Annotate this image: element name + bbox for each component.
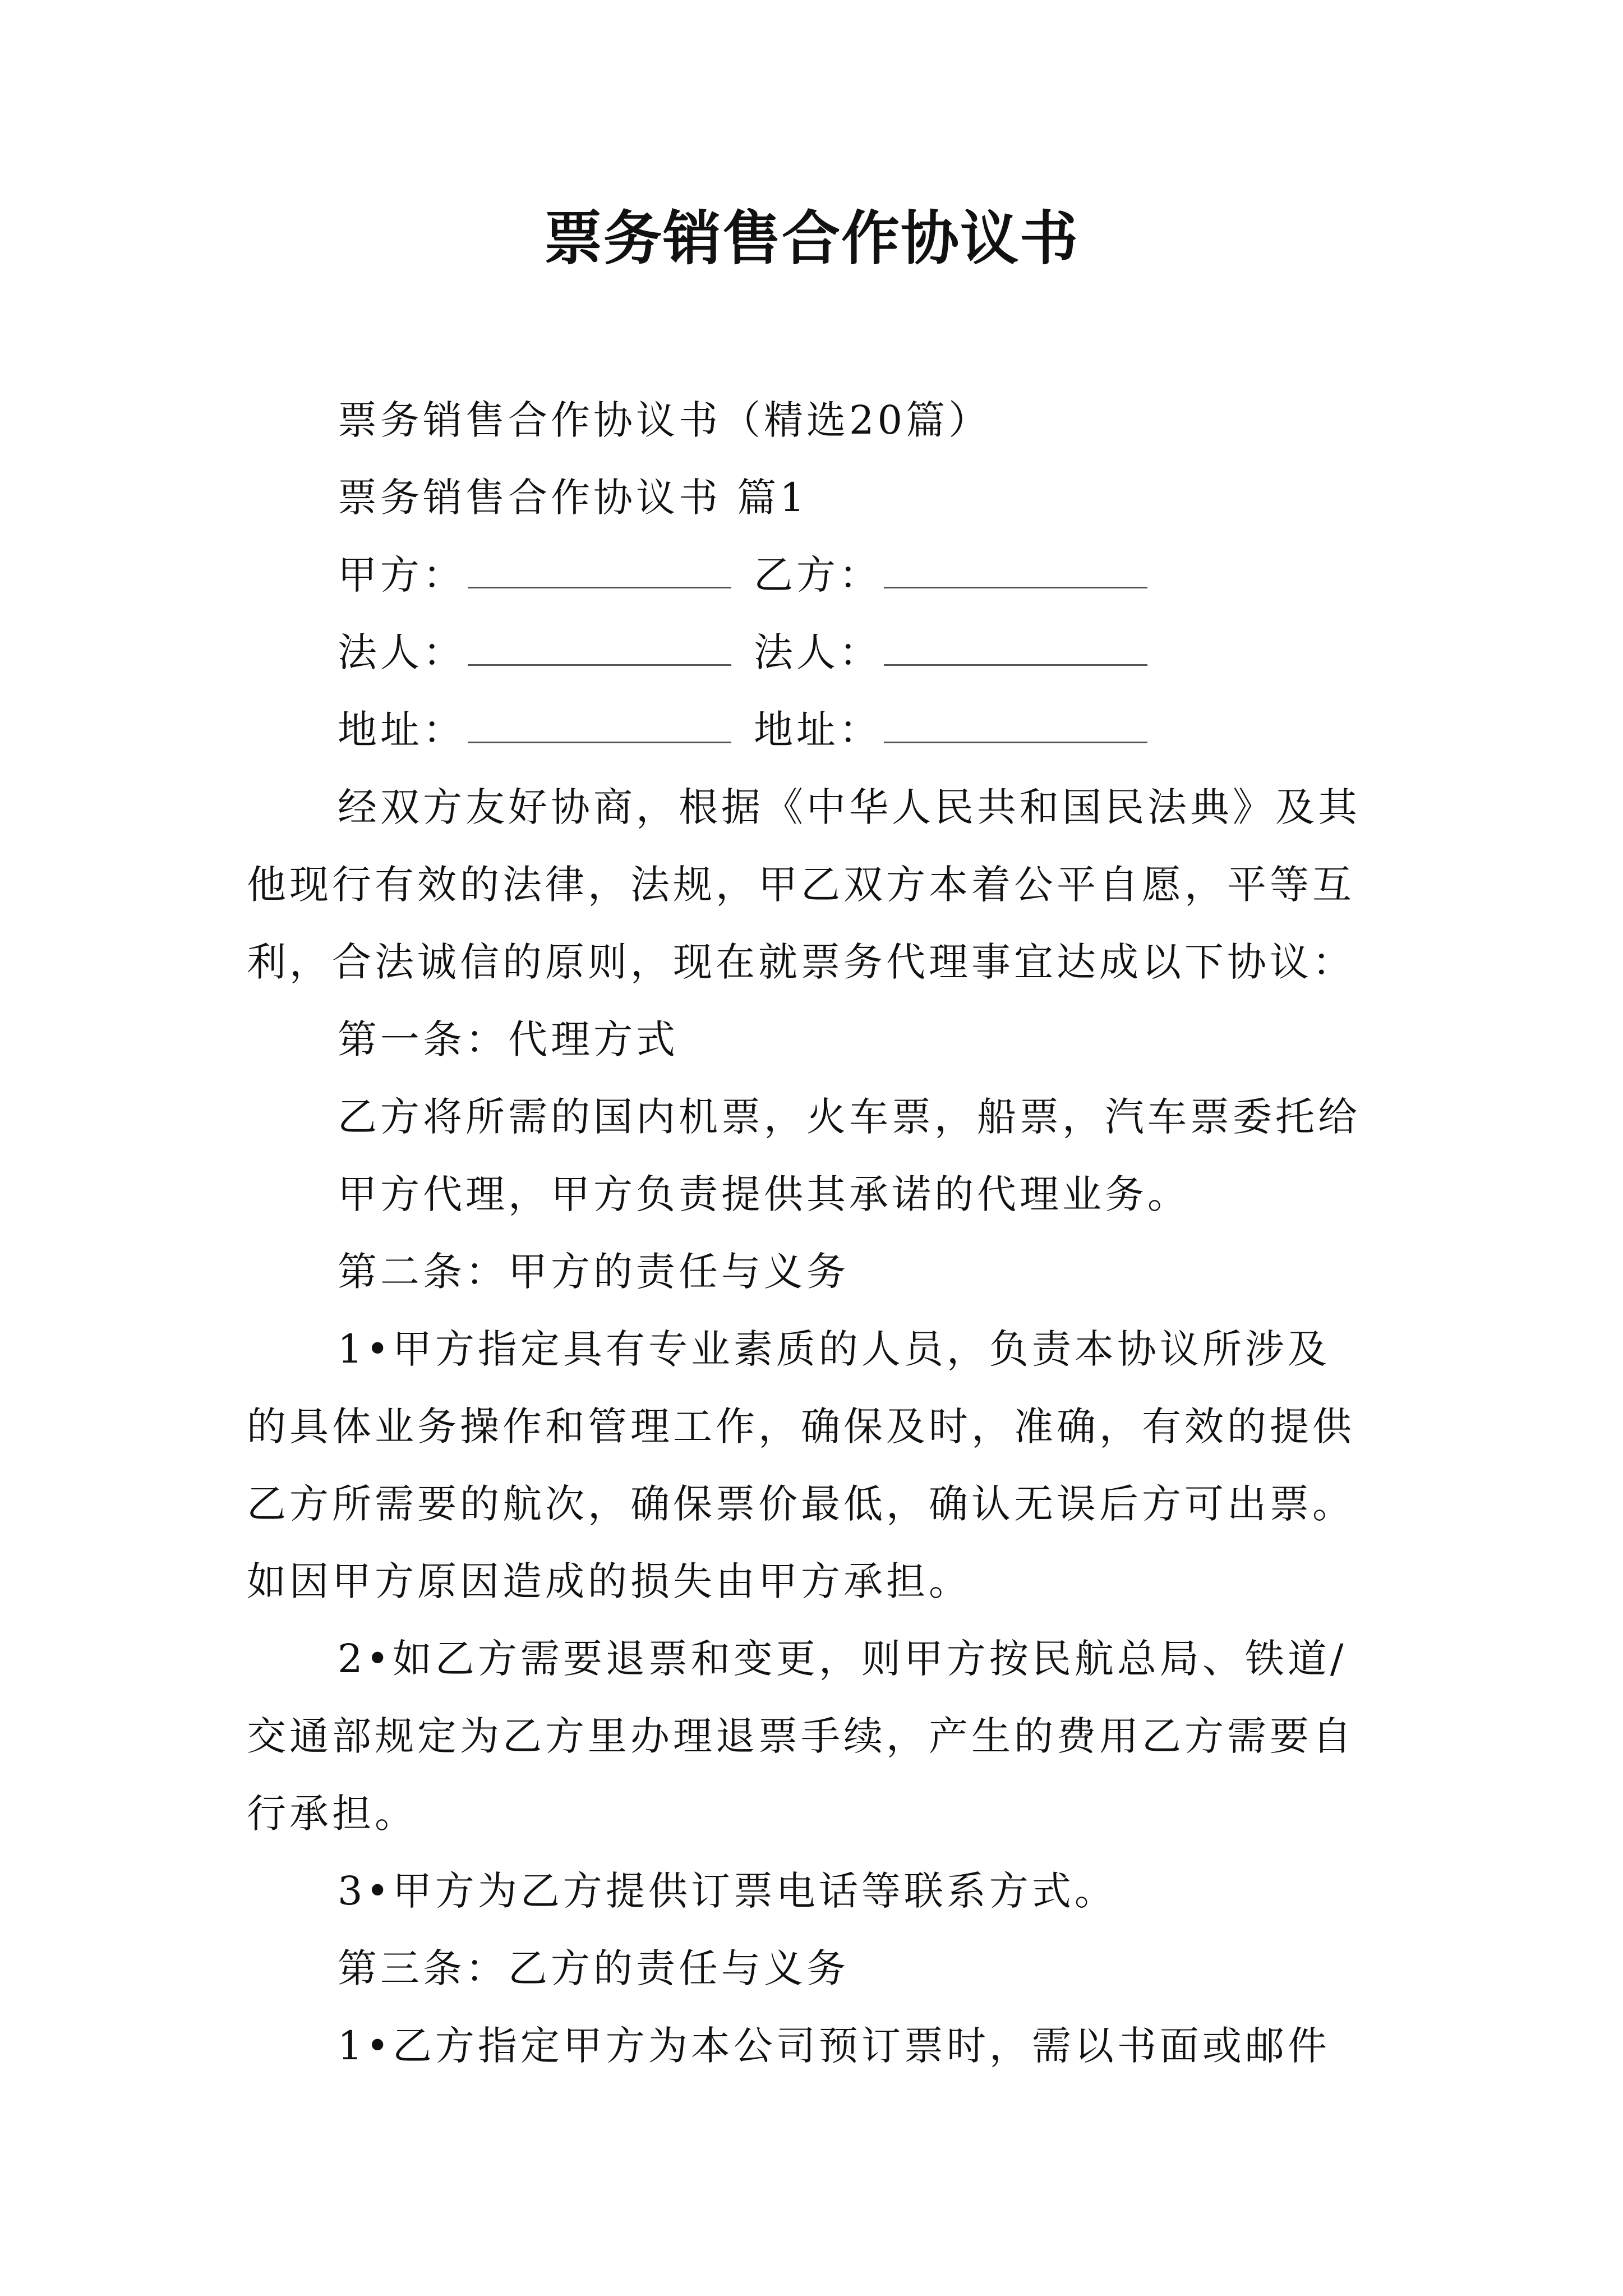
document-body <box>247 381 1391 2085</box>
article3-heading: 第三条：乙方的责任与义务 <box>338 1945 849 1991</box>
address-a-field <box>338 691 754 769</box>
article1-line-2: 甲方代理，甲方负责提供其承诺的代理业务。 <box>338 1171 1190 1217</box>
party-b-label: 乙方： <box>754 552 882 598</box>
article2-item2-line-1: 2•如乙方需要退票和变更，则甲方按民航总局、铁道/ <box>338 1636 1347 1682</box>
article2-item2-line-3: 行承担。 <box>247 1791 417 1837</box>
intro-line-2: 他现行有效的法律，法规，甲乙双方本着公平自愿，平等互 <box>247 862 1355 908</box>
party-b-field <box>754 536 1147 614</box>
address-b-blank <box>884 739 1147 743</box>
legal-rep-b-blank <box>884 662 1147 666</box>
article2-item3: 3•甲方为乙方提供订票电话等联系方式。 <box>338 1868 1117 1914</box>
party-a-field <box>338 536 754 614</box>
article2-heading: 第二条：甲方的责任与义务 <box>338 1249 849 1295</box>
article2-item1-line-3: 乙方所需要的航次，确保票价最低，确认无误后方可出票。 <box>247 1481 1355 1527</box>
party-b-blank <box>884 585 1147 588</box>
address-field-row <box>247 691 1391 769</box>
legal-rep-field-row <box>247 614 1391 691</box>
legal-rep-b-field <box>754 614 1147 691</box>
article2-item1-line-1: 1•甲方指定具有专业素质的人员，负责本协议所涉及 <box>338 1326 1330 1372</box>
section-heading: 票务销售合作协议书 篇1 <box>338 475 808 521</box>
address-b-label: 地址： <box>754 707 882 753</box>
document-subtitle: 票务销售合作协议书（精选20篇） <box>338 397 992 443</box>
party-a-label: 甲方： <box>338 552 465 598</box>
party-a-blank <box>468 585 731 588</box>
address-a-label: 地址： <box>338 707 465 753</box>
legal-rep-b-label: 法人： <box>754 629 882 675</box>
article2-item1-line-4: 如因甲方原因造成的损失由甲方承担。 <box>247 1558 971 1604</box>
legal-rep-a-blank <box>468 662 731 666</box>
address-b-field <box>754 691 1147 769</box>
article2-item2-line-2: 交通部规定为乙方里办理退票手续，产生的费用乙方需要自 <box>247 1713 1355 1759</box>
intro-line-3: 利，合法诚信的原则，现在就票务代理事宜达成以下协议： <box>247 939 1355 985</box>
legal-rep-a-field <box>338 614 754 691</box>
article2-item1-line-2: 的具体业务操作和管理工作，确保及时，准确，有效的提供 <box>247 1404 1355 1450</box>
document-title: 票务销售合作协议书 <box>543 204 1079 273</box>
article1-line-1: 乙方将所需的国内机票，火车票，船票，汽车票委托给 <box>338 1094 1361 1140</box>
party-field-row <box>247 536 1391 614</box>
intro-line-1: 经双方友好协商，根据《中华人民共和国民法典》及其 <box>338 784 1361 830</box>
address-a-blank <box>468 739 731 743</box>
legal-rep-a-label: 法人： <box>338 629 465 675</box>
article1-heading: 第一条：代理方式 <box>338 1016 679 1062</box>
article3-item1-line-1: 1•乙方指定甲方为本公司预订票时，需以书面或邮件 <box>338 2023 1330 2069</box>
